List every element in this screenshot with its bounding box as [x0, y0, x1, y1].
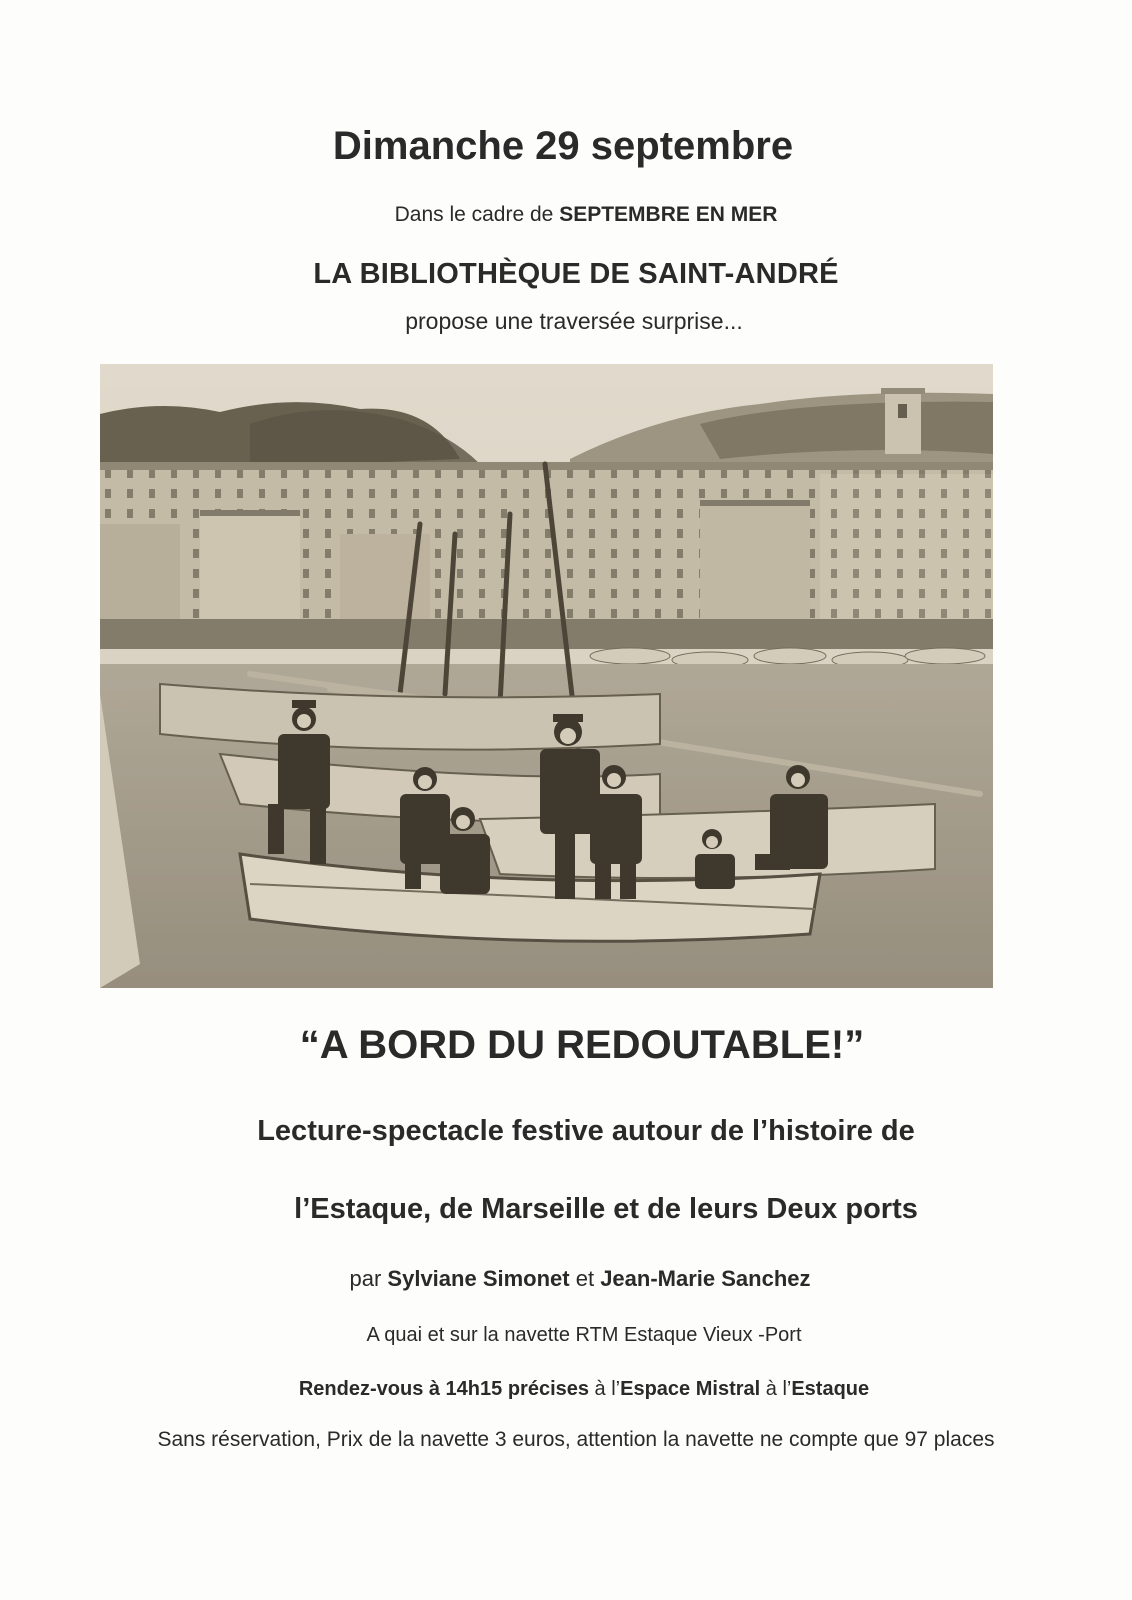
meeting-time: Rendez-vous à 14h15 précises	[298, 1378, 589, 1400]
show-title-heading: “A BORD DU REDOUTABLE!”	[299, 1023, 865, 1067]
proposal-line: propose une traversée surprise...	[405, 308, 743, 334]
authors-prefix: par	[349, 1266, 388, 1291]
meeting-connector: à l’	[589, 1378, 621, 1400]
show-description-line-1: Lecture-spectacle festive autour de l’histoire de	[257, 1115, 915, 1147]
authors-line	[14, 1266, 1132, 1292]
authors-and: et	[569, 1266, 601, 1291]
context-line	[20, 203, 1132, 227]
author-sylviane-simonet: Sylviane Simonet	[387, 1266, 570, 1291]
meeting-place: Espace Mistral	[620, 1378, 761, 1400]
event-date-heading: Dimanche 29 septembre	[332, 124, 794, 168]
context-prefix: Dans le cadre de	[394, 203, 560, 226]
show-description-line-2: l’Estaque, de Marseille et de leurs Deux ports	[294, 1193, 918, 1225]
meeting-line	[18, 1378, 1132, 1401]
location-line: A quai et sur la navette RTM Estaque Vieux -Port	[366, 1324, 802, 1346]
organizer-heading: LA BIBLIOTHÈQUE DE SAINT-ANDRÉ	[313, 258, 839, 290]
context-event-name: SEPTEMBRE EN MER	[559, 203, 778, 226]
practical-info-line: Sans réservation, Prix de la navette 3 euros, attention la navette ne compte que 97 places	[157, 1428, 995, 1451]
meeting-town: Estaque	[791, 1378, 870, 1400]
author-jean-marie-sanchez: Jean-Marie Sanchez	[600, 1266, 811, 1291]
meeting-connector-2: à l’	[760, 1378, 792, 1400]
harbor-photo	[100, 364, 993, 988]
